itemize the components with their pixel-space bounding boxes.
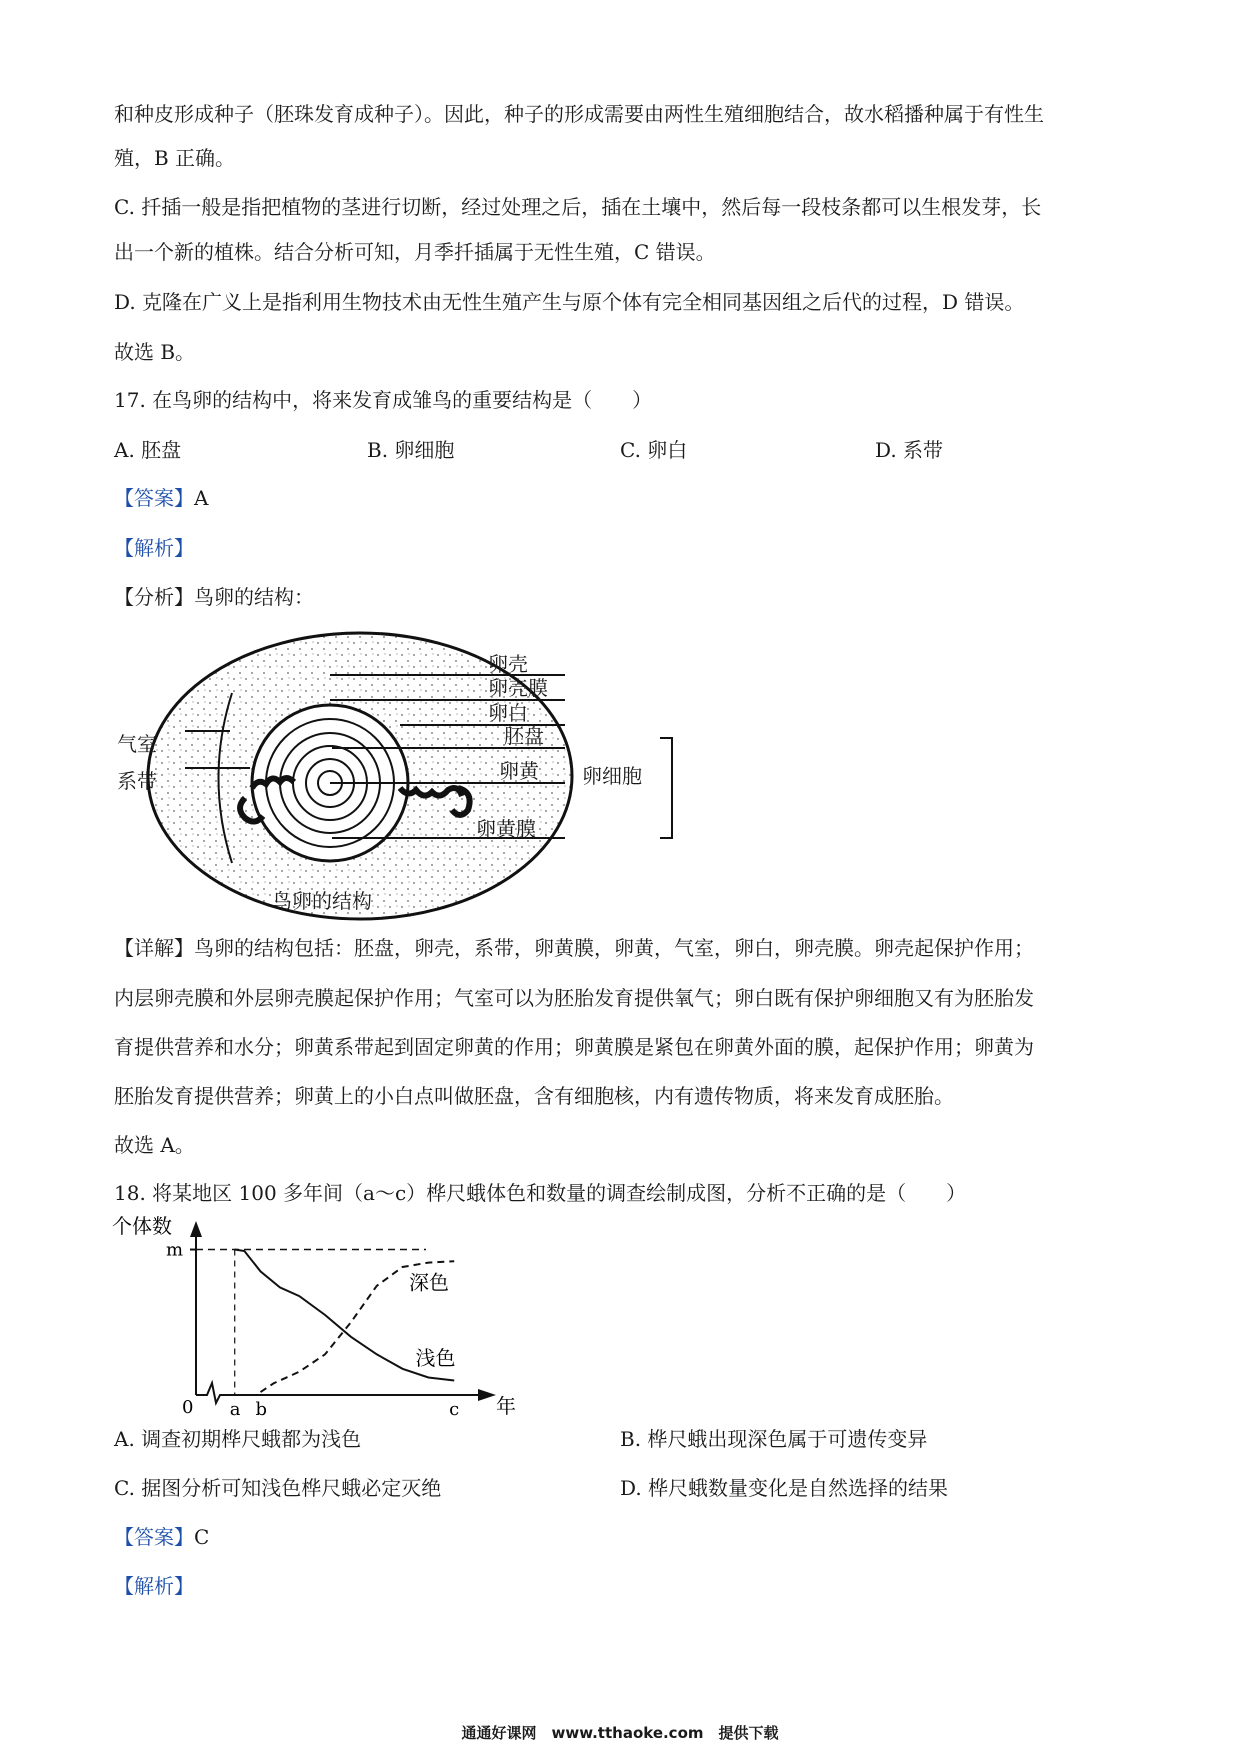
q18-option-d: D. 桦尺蛾数量变化是自然选择的结果 [620,1476,949,1500]
q17-option-a: A. 胚盘 [114,438,182,462]
q17-option-d: D. 系带 [875,438,944,462]
answer-tag: 【答案】 [114,1525,194,1549]
label-shell-membrane: 卵壳膜 [488,676,548,700]
q17-analysis-tag: 【解析】 [114,536,194,560]
x-axis-title: 年 [496,1394,516,1418]
detail-tag: 【详解】 [114,936,194,960]
label-egg-cell: 卵细胞 [582,764,642,788]
q17-fenxi [114,583,314,611]
detail-line: 内层卵壳膜和外层卵壳膜起保护作用；气室可以为胚胎发育提供氧气；卵白既有保护卵细胞又有为胚胎发 [114,986,1034,1010]
diagram-caption: 鸟卵的结构 [272,889,372,913]
answer-value: C [194,1525,210,1549]
fenxi-text: 鸟卵的结构： [194,585,314,609]
q18-option-a: A. 调查初期桦尺蛾都为浅色 [114,1427,362,1451]
page-footer: 通通好课网 www.tthaoke.com 提供下载 [461,1724,779,1742]
series-label-dark: 深色 [409,1270,449,1295]
x-tick-a: a [229,1399,241,1420]
para-line: D. 克隆在广义上是指利用生物技术由无性生殖产生与原个体有完全相同基因组之后代的过程，D 错误。 [114,290,1025,314]
detail-text: 鸟卵的结构包括：胚盘，卵壳，系带，卵黄膜，卵黄，气室，卵白，卵壳膜。卵壳起保护作用； [194,936,1034,960]
question-17-stem: 17. 在鸟卵的结构中，将来发育成雏鸟的重要结构是（ ） [114,388,653,412]
q17-conclusion: 故选 A。 [114,1133,195,1157]
para-line: C. 扦插一般是指把植物的茎进行切断，经过处理之后，插在土壤中，然后每一段枝条都可以生根发芽，长 [114,195,1042,219]
x-tick-b: b [255,1399,268,1420]
para-line: 和种皮形成种子（胚珠发育成种子）。因此，种子的形成需要由两性生殖细胞结合，故水稻播种属于有性生 [114,102,1044,126]
y-tick-m: m [166,1239,184,1261]
para-line: 出一个新的植株。结合分析可知，月季扦插属于无性生殖，C 错误。 [114,240,716,264]
label-yolk-membrane: 卵黄膜 [476,817,536,841]
y-axis-title: 个体数 [112,1214,172,1238]
series-label-light: 浅色 [415,1346,456,1371]
label-albumen: 卵白 [488,701,528,725]
label-shell: 卵壳 [488,652,528,676]
y-axis-arrow [190,1221,202,1237]
label-blastodisc: 胚盘 [504,724,544,748]
q17-detail [114,934,1034,962]
para-line: 故选 B。 [114,340,196,364]
fenxi-tag: 【分析】 [114,585,194,609]
answer-tag: 【答案】 [114,486,194,510]
x-axis-arrow [478,1389,496,1401]
q18-answer [114,1523,209,1551]
q18-option-b: B. 桦尺蛾出现深色属于可遗传变异 [620,1427,928,1451]
q17-option-c: C. 卵白 [620,438,688,462]
para-line: 殖，B 正确。 [114,146,236,170]
q17-answer [114,484,208,512]
q18-option-c: C. 据图分析可知浅色桦尺蛾必定灭绝 [114,1476,442,1500]
q18-analysis-tag: 【解析】 [114,1574,194,1598]
label-air-cell: 气室 [117,732,157,756]
answer-value: A [194,486,209,510]
detail-line: 育提供营养和水分；卵黄系带起到固定卵黄的作用；卵黄膜是紧包在卵黄外面的膜，起保护作用；卵黄为 [114,1035,1034,1059]
moth-population-chart [110,1214,516,1420]
x-tick-c: c [449,1399,460,1420]
detail-line: 胚胎发育提供营养；卵黄上的小白点叫做胚盘，含有细胞核，内有遗传物质，将来发育成胚胎。 [114,1084,954,1108]
origin-label: 0 [182,1397,194,1418]
label-yolk: 卵黄 [499,759,539,783]
question-18-stem: 18. 将某地区 100 多年间（a～c）桦尺蛾体色和数量的调查绘制成图，分析不正确的是（ ） [114,1181,967,1205]
egg-cell-bracket [660,738,672,838]
label-chalaza: 系带 [117,769,157,793]
q17-option-b: B. 卵细胞 [367,438,455,462]
